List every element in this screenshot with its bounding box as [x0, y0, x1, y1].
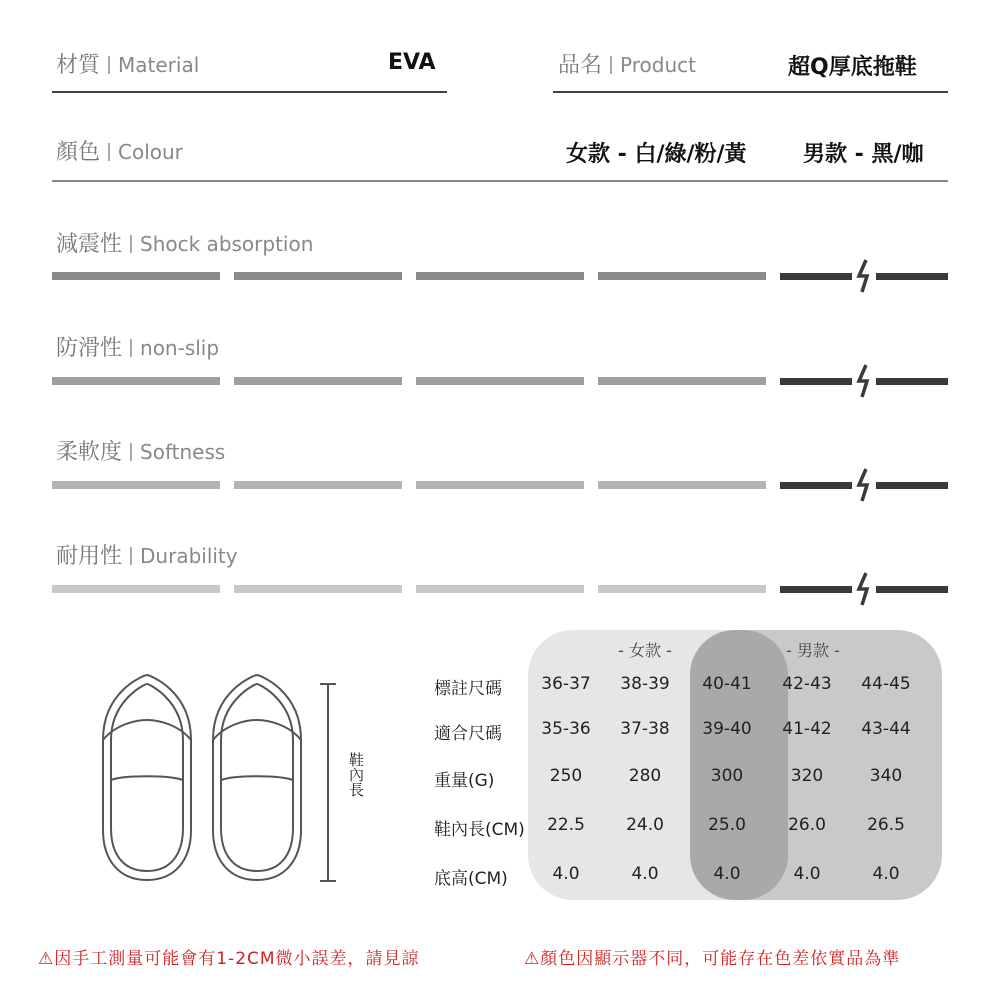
rating-label-zh: 減震性: [56, 232, 123, 257]
colour-label-zh: 顏色: [56, 140, 101, 165]
size-cell: 40-41: [702, 674, 752, 694]
rating-meter-3: [52, 585, 948, 595]
rating-segment-max: [876, 378, 948, 385]
lightning-bolt-icon: [852, 572, 876, 606]
rating-label-zh: 防滑性: [56, 336, 123, 361]
label-divider: [610, 56, 612, 74]
rating-segment: [234, 377, 402, 385]
colour-rule: [52, 180, 948, 182]
rating-segment: [416, 272, 584, 280]
size-cell: 340: [869, 766, 903, 786]
lightning-bolt-icon: [852, 259, 876, 293]
label-divider: [130, 547, 132, 565]
overlap-column-bg: [690, 630, 788, 900]
size-cell: 42-43: [782, 674, 832, 694]
size-row-label: 標註尺碼: [434, 679, 502, 699]
size-cell: 24.0: [626, 815, 664, 835]
size-cell: 4.0: [713, 864, 741, 884]
size-cell: 25.0: [708, 815, 746, 835]
lightning-bolt-icon: [852, 364, 876, 398]
colour-label: [56, 135, 183, 166]
size-cell: 4.0: [793, 864, 821, 884]
size-cell: 44-45: [861, 674, 911, 694]
size-cell: 41-42: [782, 719, 832, 739]
size-cell: 26.5: [867, 815, 905, 835]
rating-segment: [416, 481, 584, 489]
rating-segment-max: [780, 586, 852, 593]
material-label-zh: 材質: [56, 53, 101, 78]
size-cell: 250: [549, 766, 583, 786]
product-label-en: Product: [620, 53, 696, 77]
label-divider: [130, 443, 132, 461]
size-cell: 38-39: [620, 674, 670, 694]
rating-segment: [598, 585, 766, 593]
product-label: [558, 48, 696, 79]
rating-label-en: Shock absorption: [140, 232, 314, 256]
rating-segment: [52, 481, 220, 489]
size-cell: 37-38: [620, 719, 670, 739]
material-label-en: Material: [118, 53, 200, 77]
size-cell: 43-44: [861, 719, 911, 739]
size-cell: 300: [710, 766, 744, 786]
product-value: 超Q厚底拖鞋: [788, 55, 917, 80]
rating-segment: [234, 481, 402, 489]
label-divider: [130, 339, 132, 357]
rating-segment: [52, 377, 220, 385]
label-divider: [108, 56, 110, 74]
size-row-label: 重量(G): [434, 771, 495, 791]
rating-meter-1: [52, 377, 948, 387]
rating-label-3: [56, 539, 238, 570]
size-cell: 4.0: [872, 864, 900, 884]
length-label: 鞋內長: [347, 752, 365, 797]
length-indicator-icon: [320, 684, 336, 881]
rating-meter-2: [52, 481, 948, 491]
label-divider: [130, 235, 132, 253]
rating-meter-0: [52, 272, 948, 282]
rating-segment: [234, 585, 402, 593]
size-cell: 36-37: [541, 674, 591, 694]
rating-segment: [52, 272, 220, 280]
size-cell: 4.0: [631, 864, 659, 884]
size-cell: 39-40: [702, 719, 752, 739]
rating-segment-max: [876, 273, 948, 280]
label-divider: [108, 143, 110, 161]
rating-label-zh: 耐用性: [56, 544, 123, 569]
size-row-label: 適合尺碼: [434, 724, 502, 744]
size-cell: 4.0: [552, 864, 580, 884]
size-cell: 22.5: [547, 815, 585, 835]
rating-label-en: Durability: [140, 544, 238, 568]
colour-value-female: 女款 - 白/綠/粉/黃: [566, 142, 747, 167]
rating-segment-max: [876, 586, 948, 593]
rating-segment: [598, 481, 766, 489]
note-measurement: ⚠因手工測量可能會有1-2CM微小誤差，請見諒: [38, 949, 420, 969]
material-rule: [52, 91, 447, 93]
rating-segment: [416, 585, 584, 593]
rating-segment-max: [780, 378, 852, 385]
rating-label-en: Softness: [140, 440, 226, 464]
size-cell: 320: [790, 766, 824, 786]
product-label-zh: 品名: [558, 53, 603, 78]
size-row-label: 底高(CM): [434, 869, 508, 889]
rating-segment-max: [780, 273, 852, 280]
rating-segment: [234, 272, 402, 280]
female-group-title: - 女款 -: [618, 641, 672, 660]
size-row-label: 鞋內長(CM): [434, 820, 525, 840]
rating-segment: [598, 272, 766, 280]
slipper-right-icon: [213, 675, 301, 880]
slipper-left-icon: [103, 675, 191, 880]
lightning-bolt-icon: [852, 468, 876, 502]
size-cell: 280: [628, 766, 662, 786]
size-cell: 26.0: [788, 815, 826, 835]
product-rule: [553, 91, 948, 93]
rating-label-0: [56, 227, 313, 258]
size-cell: 35-36: [541, 719, 591, 739]
colour-label-en: Colour: [118, 140, 183, 164]
rating-label-en: non-slip: [140, 336, 220, 360]
rating-segment: [52, 585, 220, 593]
rating-segment-max: [876, 482, 948, 489]
rating-segment: [598, 377, 766, 385]
colour-value-male: 男款 - 黑/咖: [803, 142, 924, 167]
note-colour: ⚠顏色因顯示器不同，可能存在色差依實品為準: [524, 949, 901, 969]
male-group-title: - 男款 -: [786, 641, 840, 660]
material-value: EVA: [388, 50, 436, 75]
material-label: [56, 48, 199, 79]
rating-label-zh: 柔軟度: [56, 440, 123, 465]
rating-label-2: [56, 435, 225, 466]
rating-segment-max: [780, 482, 852, 489]
rating-segment: [416, 377, 584, 385]
rating-label-1: [56, 331, 219, 362]
